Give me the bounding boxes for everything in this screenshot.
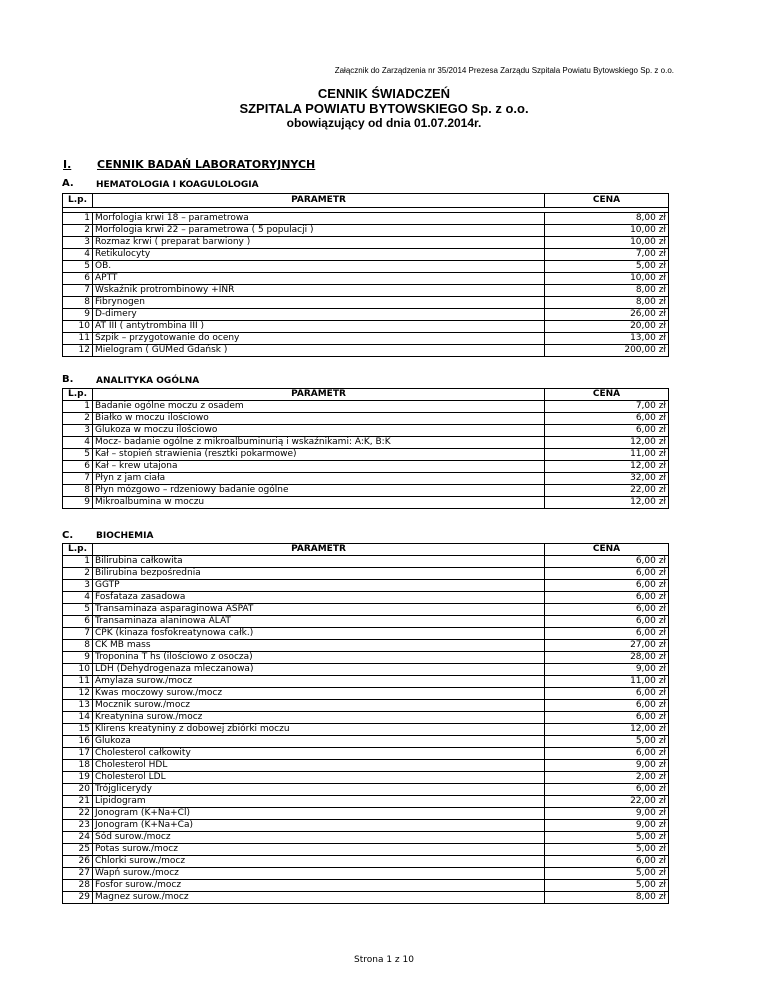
row-lp: 6 xyxy=(63,616,93,628)
price-table-urinalysis xyxy=(62,388,669,509)
row-price: 10,00 zł xyxy=(545,273,669,285)
row-lp: 12 xyxy=(63,345,93,357)
price-table-biochemistry xyxy=(62,543,669,904)
row-lp: 7 xyxy=(63,473,93,485)
row-price: 6,00 zł xyxy=(545,413,669,425)
subsection-c-title: BIOCHEMIA xyxy=(96,531,154,541)
row-param: Transaminaza alaninowa ALAT xyxy=(93,616,545,628)
row-price: 6,00 zł xyxy=(545,856,669,868)
col-price: CENA xyxy=(545,194,669,208)
table-row xyxy=(63,712,669,724)
col-price: CENA xyxy=(545,389,669,401)
row-param: Lipidogram xyxy=(93,796,545,808)
table-row xyxy=(63,213,669,225)
table-row xyxy=(63,652,669,664)
table-row xyxy=(63,321,669,333)
row-price: 6,00 zł xyxy=(545,592,669,604)
row-lp: 2 xyxy=(63,413,93,425)
col-param: PARAMETR xyxy=(93,194,545,208)
row-lp: 9 xyxy=(63,652,93,664)
row-lp: 2 xyxy=(63,225,93,237)
table-row xyxy=(63,868,669,880)
row-lp: 8 xyxy=(63,485,93,497)
row-lp: 4 xyxy=(63,249,93,261)
row-price: 8,00 zł xyxy=(545,285,669,297)
row-lp: 5 xyxy=(63,604,93,616)
row-param: Bilirubina bezpośrednia xyxy=(93,568,545,580)
section-title: CENNIK BADAŃ LABORATORYJNYCH xyxy=(97,158,316,171)
col-lp: L.p. xyxy=(63,544,93,556)
row-param: Białko w moczu ilościowo xyxy=(93,413,545,425)
row-lp: 17 xyxy=(63,748,93,760)
row-price: 6,00 zł xyxy=(545,616,669,628)
row-param: Fosfor surow./mocz xyxy=(93,880,545,892)
row-param: Morfologia krwi 18 – parametrowa xyxy=(93,213,545,225)
section-number: I. xyxy=(63,158,72,171)
row-lp: 1 xyxy=(63,556,93,568)
subsection-a-title: HEMATOLOGIA I KOAGULOLOGIA xyxy=(96,180,259,190)
row-param: Bilirubina całkowita xyxy=(93,556,545,568)
col-lp: L.p. xyxy=(63,389,93,401)
row-param: Glukoza w moczu ilościowo xyxy=(93,425,545,437)
table-row xyxy=(63,285,669,297)
row-lp: 2 xyxy=(63,568,93,580)
row-price: 8,00 zł xyxy=(545,892,669,904)
table-row xyxy=(63,592,669,604)
row-param: Cholesterol LDL xyxy=(93,772,545,784)
row-price: 13,00 zł xyxy=(545,333,669,345)
row-price: 6,00 zł xyxy=(545,568,669,580)
row-lp: 11 xyxy=(63,676,93,688)
subsection-b-letter: B. xyxy=(62,374,74,385)
table-row xyxy=(63,640,669,652)
row-price: 2,00 zł xyxy=(545,772,669,784)
row-lp: 1 xyxy=(63,213,93,225)
table-row xyxy=(63,664,669,676)
row-lp: 4 xyxy=(63,437,93,449)
row-lp: 9 xyxy=(63,309,93,321)
table-row xyxy=(63,461,669,473)
row-lp: 10 xyxy=(63,664,93,676)
table-row xyxy=(63,700,669,712)
table-row xyxy=(63,724,669,736)
row-param: D-dimery xyxy=(93,309,545,321)
row-param: Magnez surow./mocz xyxy=(93,892,545,904)
row-param: Amylaza surow./mocz xyxy=(93,676,545,688)
table-row xyxy=(63,437,669,449)
row-param: Mocznik surow./mocz xyxy=(93,700,545,712)
row-lp: 13 xyxy=(63,700,93,712)
row-price: 5,00 zł xyxy=(545,844,669,856)
row-price: 10,00 zł xyxy=(545,237,669,249)
table-row xyxy=(63,345,669,357)
row-price: 5,00 zł xyxy=(545,736,669,748)
row-lp: 22 xyxy=(63,808,93,820)
row-lp: 15 xyxy=(63,724,93,736)
row-param: Płyn z jam ciała xyxy=(93,473,545,485)
row-param: Jonogram (K+Na+Ca) xyxy=(93,820,545,832)
table-row xyxy=(63,736,669,748)
row-price: 27,00 zł xyxy=(545,640,669,652)
row-param: Potas surow./mocz xyxy=(93,844,545,856)
row-lp: 7 xyxy=(63,285,93,297)
validity-date: obowiązujący od dnia 01.07.2014r. xyxy=(286,116,482,130)
table-row xyxy=(63,485,669,497)
row-lp: 20 xyxy=(63,784,93,796)
table-row xyxy=(63,784,669,796)
row-price: 9,00 zł xyxy=(545,820,669,832)
table-row xyxy=(63,844,669,856)
row-price: 26,00 zł xyxy=(545,309,669,321)
row-price: 20,00 zł xyxy=(545,321,669,333)
table-row xyxy=(63,497,669,509)
row-param: AT III ( antytrombina III ) xyxy=(93,321,545,333)
row-lp: 23 xyxy=(63,820,93,832)
table-row xyxy=(63,748,669,760)
row-lp: 21 xyxy=(63,796,93,808)
row-lp: 8 xyxy=(63,297,93,309)
row-lp: 1 xyxy=(63,401,93,413)
col-lp: L.p. xyxy=(63,194,93,208)
table-row xyxy=(63,413,669,425)
table-row xyxy=(63,808,669,820)
document-title: CENNIK ŚWIADCZEŃ xyxy=(317,86,451,101)
subsection-c-letter: C. xyxy=(62,530,74,541)
row-price: 5,00 zł xyxy=(545,832,669,844)
row-price: 7,00 zł xyxy=(545,401,669,413)
row-param: Transaminaza asparaginowa ASPAT xyxy=(93,604,545,616)
row-param: Troponina T hs (ilościowo z osocza) xyxy=(93,652,545,664)
row-price: 9,00 zł xyxy=(545,664,669,676)
table-row xyxy=(63,556,669,568)
row-param: LDH (Dehydrogenaza mleczanowa) xyxy=(93,664,545,676)
row-param: Sód surow./mocz xyxy=(93,832,545,844)
row-param: Wapń surow./mocz xyxy=(93,868,545,880)
table-row xyxy=(63,796,669,808)
table-row xyxy=(63,309,669,321)
table-row xyxy=(63,760,669,772)
table-row xyxy=(63,616,669,628)
table-row xyxy=(63,628,669,640)
row-price: 6,00 zł xyxy=(545,748,669,760)
row-param: Płyn mózgowo – rdzeniowy badanie ogólne xyxy=(93,485,545,497)
row-param: Cholesterol HDL xyxy=(93,760,545,772)
row-price: 6,00 zł xyxy=(545,604,669,616)
col-param: PARAMETR xyxy=(93,389,545,401)
row-lp: 5 xyxy=(63,449,93,461)
row-price: 10,00 zł xyxy=(545,225,669,237)
table-row xyxy=(63,273,669,285)
row-price: 8,00 zł xyxy=(545,297,669,309)
row-param: Kał – krew utajona xyxy=(93,461,545,473)
row-lp: 5 xyxy=(63,261,93,273)
table-row xyxy=(63,688,669,700)
row-price: 28,00 zł xyxy=(545,652,669,664)
table-row xyxy=(63,880,669,892)
page-footer: Strona 1 z 10 xyxy=(354,955,414,965)
row-param: Rozmaz krwi ( preparat barwiony ) xyxy=(93,237,545,249)
row-price: 22,00 zł xyxy=(545,796,669,808)
row-price: 6,00 zł xyxy=(545,784,669,796)
row-lp: 18 xyxy=(63,760,93,772)
table-row xyxy=(63,449,669,461)
col-param: PARAMETR xyxy=(93,544,545,556)
table-row xyxy=(63,473,669,485)
hospital-name: SZPITALA POWIATU BYTOWSKIEGO Sp. z o.o. xyxy=(239,101,529,116)
row-price: 7,00 zł xyxy=(545,249,669,261)
row-price: 12,00 zł xyxy=(545,724,669,736)
row-price: 11,00 zł xyxy=(545,676,669,688)
row-lp: 27 xyxy=(63,868,93,880)
table-row xyxy=(63,225,669,237)
row-param: Trójglicerydy xyxy=(93,784,545,796)
row-price: 32,00 zł xyxy=(545,473,669,485)
row-param: Glukoza xyxy=(93,736,545,748)
row-lp: 3 xyxy=(63,425,93,437)
col-price: CENA xyxy=(545,544,669,556)
row-param: Fosfataza zasadowa xyxy=(93,592,545,604)
row-param: Cholesterol całkowity xyxy=(93,748,545,760)
row-param: CK MB mass xyxy=(93,640,545,652)
table-row xyxy=(63,772,669,784)
row-param: Mikroalbumina w moczu xyxy=(93,497,545,509)
row-lp: 9 xyxy=(63,497,93,509)
row-price: 6,00 zł xyxy=(545,712,669,724)
row-param: Kreatynina surow./mocz xyxy=(93,712,545,724)
row-lp: 8 xyxy=(63,640,93,652)
table-row xyxy=(63,297,669,309)
table-row xyxy=(63,892,669,904)
row-lp: 3 xyxy=(63,237,93,249)
row-param: Klirens kreatyniny z dobowej zbiórki moczu xyxy=(93,724,545,736)
row-lp: 7 xyxy=(63,628,93,640)
price-table-hematology xyxy=(62,193,669,357)
header-note: Załącznik do Zarządzenia nr 35/2014 Prezesa Zarządu Szpitala Powiatu Bytowskiego Sp. z o.o. xyxy=(334,66,674,75)
table-row xyxy=(63,401,669,413)
row-price: 5,00 zł xyxy=(545,261,669,273)
row-lp: 11 xyxy=(63,333,93,345)
row-lp: 29 xyxy=(63,892,93,904)
row-param: Mocz- badanie ogólne z mikroalbuminurią i wskaźnikami: A:K, B:K xyxy=(93,437,545,449)
table-row xyxy=(63,425,669,437)
row-param: Kwas moczowy surow./mocz xyxy=(93,688,545,700)
row-lp: 19 xyxy=(63,772,93,784)
row-price: 200,00 zł xyxy=(545,345,669,357)
row-price: 6,00 zł xyxy=(545,556,669,568)
row-price: 9,00 zł xyxy=(545,808,669,820)
table-row xyxy=(63,237,669,249)
row-price: 5,00 zł xyxy=(545,880,669,892)
row-lp: 16 xyxy=(63,736,93,748)
row-price: 6,00 zł xyxy=(545,628,669,640)
row-param: CPK (kinaza fosfokreatynowa całk.) xyxy=(93,628,545,640)
row-param: Mielogram ( GUMed Gdańsk ) xyxy=(93,345,545,357)
table-row xyxy=(63,676,669,688)
row-param: APTT xyxy=(93,273,545,285)
row-lp: 4 xyxy=(63,592,93,604)
row-param: GGTP xyxy=(93,580,545,592)
row-param: Jonogram (K+Na+Cl) xyxy=(93,808,545,820)
row-price: 6,00 zł xyxy=(545,688,669,700)
subsection-b-title: ANALITYKA OGÓLNA xyxy=(96,376,200,386)
table-row xyxy=(63,832,669,844)
row-lp: 14 xyxy=(63,712,93,724)
table-row xyxy=(63,580,669,592)
row-param: Retikulocyty xyxy=(93,249,545,261)
table-row xyxy=(63,820,669,832)
table-row xyxy=(63,856,669,868)
row-price: 5,00 zł xyxy=(545,868,669,880)
row-price: 8,00 zł xyxy=(545,213,669,225)
row-lp: 28 xyxy=(63,880,93,892)
row-price: 6,00 zł xyxy=(545,700,669,712)
table-row xyxy=(63,249,669,261)
table-row xyxy=(63,261,669,273)
row-lp: 3 xyxy=(63,580,93,592)
row-price: 12,00 zł xyxy=(545,437,669,449)
row-lp: 26 xyxy=(63,856,93,868)
row-param: OB. xyxy=(93,261,545,273)
row-param: Kał – stopień strawienia (resztki pokarmowe) xyxy=(93,449,545,461)
row-param: Szpik – przygotowanie do oceny xyxy=(93,333,545,345)
row-price: 9,00 zł xyxy=(545,760,669,772)
row-lp: 10 xyxy=(63,321,93,333)
row-lp: 6 xyxy=(63,273,93,285)
row-param: Chlorki surow./mocz xyxy=(93,856,545,868)
row-lp: 6 xyxy=(63,461,93,473)
table-row xyxy=(63,333,669,345)
row-price: 12,00 zł xyxy=(545,461,669,473)
table-row xyxy=(63,604,669,616)
row-param: Fibrynogen xyxy=(93,297,545,309)
row-price: 11,00 zł xyxy=(545,449,669,461)
row-param: Wskaźnik protrombinowy +INR xyxy=(93,285,545,297)
row-lp: 12 xyxy=(63,688,93,700)
row-param: Badanie ogólne moczu z osadem xyxy=(93,401,545,413)
row-price: 22,00 zł xyxy=(545,485,669,497)
subsection-a-letter: A. xyxy=(62,178,74,189)
row-lp: 25 xyxy=(63,844,93,856)
row-param: Morfologia krwi 22 – parametrowa ( 5 populacji ) xyxy=(93,225,545,237)
row-price: 6,00 zł xyxy=(545,580,669,592)
row-price: 12,00 zł xyxy=(545,497,669,509)
row-price: 6,00 zł xyxy=(545,425,669,437)
row-lp: 24 xyxy=(63,832,93,844)
table-row xyxy=(63,568,669,580)
